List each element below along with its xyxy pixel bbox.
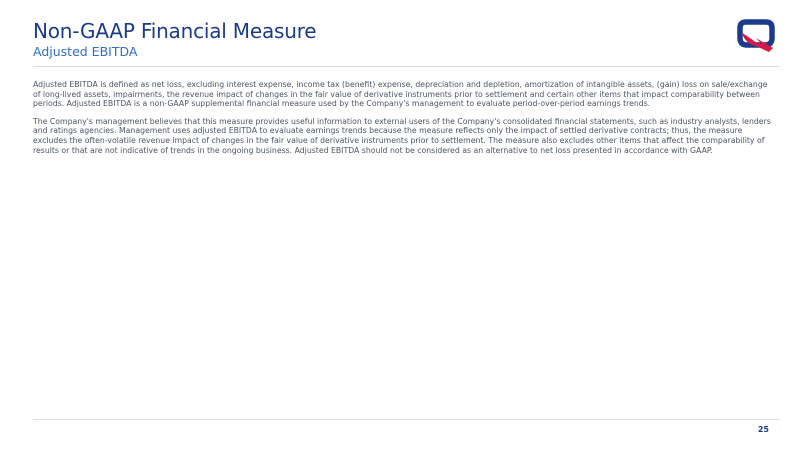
slide-title: Non-GAAP Financial Measure (33, 19, 317, 43)
paragraph-definition: Adjusted EBITDA is defined as net loss, excluding interest expense, income tax (benefit) expense, depreciation and depletion, amortization of intangible assets, (gain) loss on sale/exchange of long-lived assets, impairments, the revenue impact of changes in the fair value of derivative instruments prior to settlement and certain other items that impact comparability between periods. Adjusted EBITDA is a non-GAAP supplemental financial measure used by the Company's management to evaluate period-over-period earnings trends. (33, 80, 768, 109)
header-divider (33, 66, 780, 67)
paragraph-usefulness: The Company's management believes that this measure provides useful information to external users of the Company's consolidated financial statements, such as industry analysts, lenders and ratings agencies. Management uses adjusted EBITDA to evaluate earnings trends because the measure reflects only the impact of settled derivative contracts; thus, the measure excludes the often-volatile revenue impact of changes in the fair value of derivative instruments prior to settlement. The measure also excludes other items that affect the comparability of results or that are not indicative of trends in the ongoing business. Adjusted EBITDA should not be considered as an alternative to net loss presented in accordance with GAAP. (33, 116, 771, 155)
slide-subtitle: Adjusted EBITDA (33, 44, 138, 59)
company-logo-icon (736, 18, 776, 54)
page-number: 25 (757, 425, 769, 434)
body-text (33, 80, 773, 163)
footer-divider (33, 419, 780, 420)
